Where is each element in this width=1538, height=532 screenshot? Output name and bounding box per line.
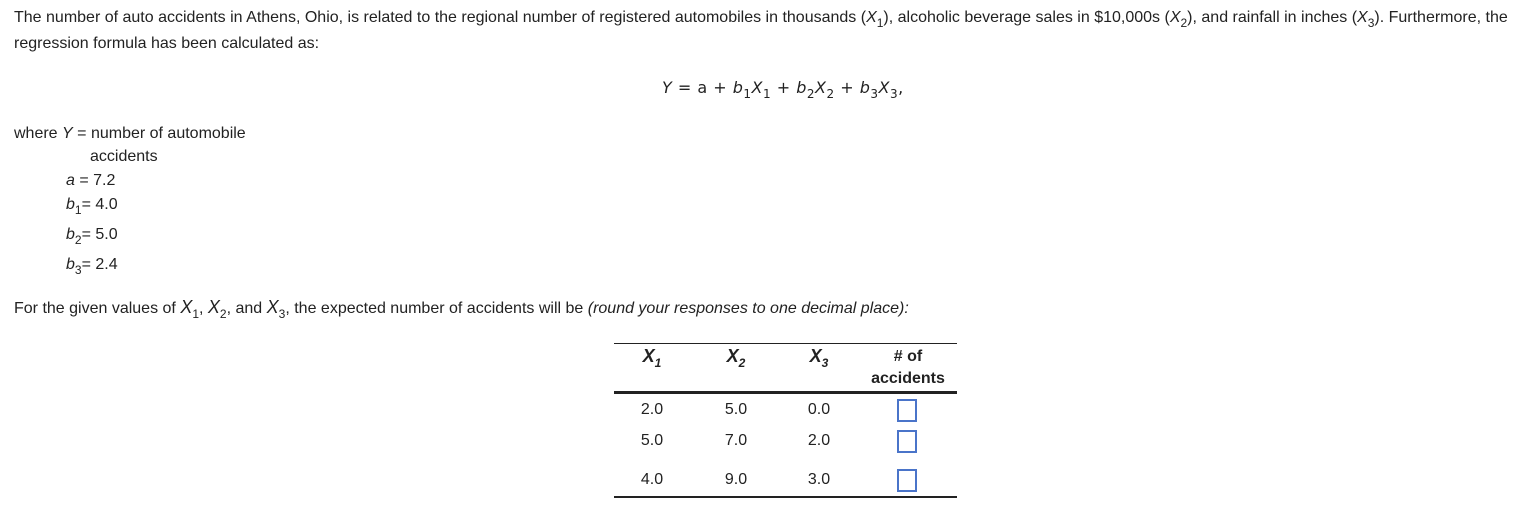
row2-x1: 5.0	[640, 432, 664, 449]
intro-x3-sub: 3	[1367, 16, 1375, 30]
header-accidents	[860, 346, 956, 390]
where-b1-def: = 4.0	[81, 196, 118, 213]
header-x2	[706, 346, 766, 370]
question-x2-var: X	[207, 297, 220, 317]
header-x3-var: X	[809, 346, 822, 366]
where-b3-sub: 3	[74, 263, 82, 277]
question-text	[14, 297, 909, 321]
where-lead: where	[14, 125, 63, 142]
where-y-def-1: = number of automobile	[72, 125, 246, 142]
intro-paragraph	[14, 5, 1534, 57]
header-accidents-line2: accidents	[871, 370, 945, 387]
where-a-def: = 7.2	[74, 172, 116, 189]
formula-eq: = a +	[672, 78, 733, 97]
where-b1-sub: 1	[74, 203, 82, 217]
question-text-1: For the given values of	[14, 300, 181, 317]
formula-x2-sub: 2	[826, 87, 835, 101]
where-b3-var: b	[66, 256, 75, 273]
row3-x2: 9.0	[724, 471, 748, 488]
row1-x2: 5.0	[724, 401, 748, 418]
where-b1-var: b	[66, 196, 75, 213]
intro-text-3: ), and rainfall in inches (	[1187, 9, 1358, 26]
table-header-rule	[614, 391, 957, 394]
formula-b1-sub: 1	[743, 87, 752, 101]
where-b2-def: = 5.0	[81, 226, 118, 243]
header-x2-sub: 2	[738, 356, 746, 370]
row3-x3: 3.0	[807, 471, 831, 488]
question-sep-2: , and	[226, 300, 267, 317]
header-x3	[789, 346, 849, 370]
formula-b3: b	[859, 78, 871, 97]
formula-x3-sub: 3	[889, 87, 899, 101]
where-b3-definition	[66, 256, 118, 277]
header-accidents-line1: # of	[893, 348, 923, 365]
question-x3-sub: 3	[278, 307, 286, 321]
question-x2-sub: 2	[219, 307, 227, 321]
row2-x3: 2.0	[807, 432, 831, 449]
intro-x2-sub: 2	[1180, 16, 1188, 30]
row2-x2: 7.0	[724, 432, 748, 449]
where-a-definition	[66, 172, 115, 190]
formula-end: ,	[898, 78, 904, 97]
where-b1-definition	[66, 196, 118, 217]
intro-text-4: ). Furthermore, the regression formula has been calculated as:	[14, 9, 1508, 52]
row2-answer-input[interactable]	[897, 430, 917, 453]
question-x1-sub: 1	[192, 307, 200, 321]
where-b3-def: = 2.4	[81, 256, 118, 273]
header-x1-sub: 1	[654, 356, 662, 370]
header-x1	[622, 346, 682, 370]
row3-answer-input[interactable]	[897, 469, 917, 492]
question-sep-1: ,	[199, 300, 208, 317]
formula-b3-sub: 3	[870, 87, 879, 101]
intro-text-1: The number of auto accidents in Athens, Ohio, is related to the regional number of registered automobiles in thousands (	[14, 9, 867, 26]
formula-b2-sub: 2	[806, 87, 816, 101]
regression-formula	[662, 78, 904, 101]
formula-b2: b	[796, 78, 807, 97]
intro-text-2: ), alcoholic beverage sales in $10,000s (	[883, 9, 1170, 26]
table-top-rule	[614, 343, 957, 344]
intro-x2-var: X	[1169, 9, 1181, 26]
intro-x3-var: X	[1357, 9, 1368, 26]
row3-x1: 4.0	[640, 471, 664, 488]
row1-x3: 0.0	[807, 401, 831, 418]
where-b2-sub: 2	[74, 233, 82, 247]
formula-x1-sub: 1	[763, 87, 772, 101]
header-x2-var: X	[726, 346, 739, 366]
where-y-definition	[14, 125, 246, 143]
formula-plus-1: +	[771, 78, 797, 97]
header-x3-sub: 3	[821, 356, 829, 370]
formula-y: Y	[662, 78, 673, 97]
where-b2-var: b	[66, 226, 75, 243]
question-instruction: (round your responses to one decimal place):	[587, 300, 909, 317]
formula-plus-2: +	[834, 78, 860, 97]
formula-x1: X	[751, 78, 764, 97]
question-x3-var: X	[266, 297, 279, 317]
row1-answer-input[interactable]	[897, 399, 917, 422]
where-y-var: Y	[62, 125, 73, 142]
header-x1-var: X	[642, 346, 655, 366]
intro-x1-sub: 1	[876, 16, 884, 30]
where-y-def-2: accidents	[90, 148, 158, 165]
row1-x1: 2.0	[640, 401, 664, 418]
question-x1-var: X	[180, 297, 193, 317]
formula-b1: b	[732, 78, 744, 97]
where-b2-definition	[66, 226, 118, 247]
table-bottom-rule	[614, 496, 957, 498]
where-a-var: a	[66, 172, 75, 189]
question-text-2: , the expected number of accidents will be	[285, 300, 588, 317]
intro-x1-var: X	[866, 9, 877, 26]
formula-x3: X	[878, 78, 890, 97]
formula-x2: X	[815, 78, 827, 97]
